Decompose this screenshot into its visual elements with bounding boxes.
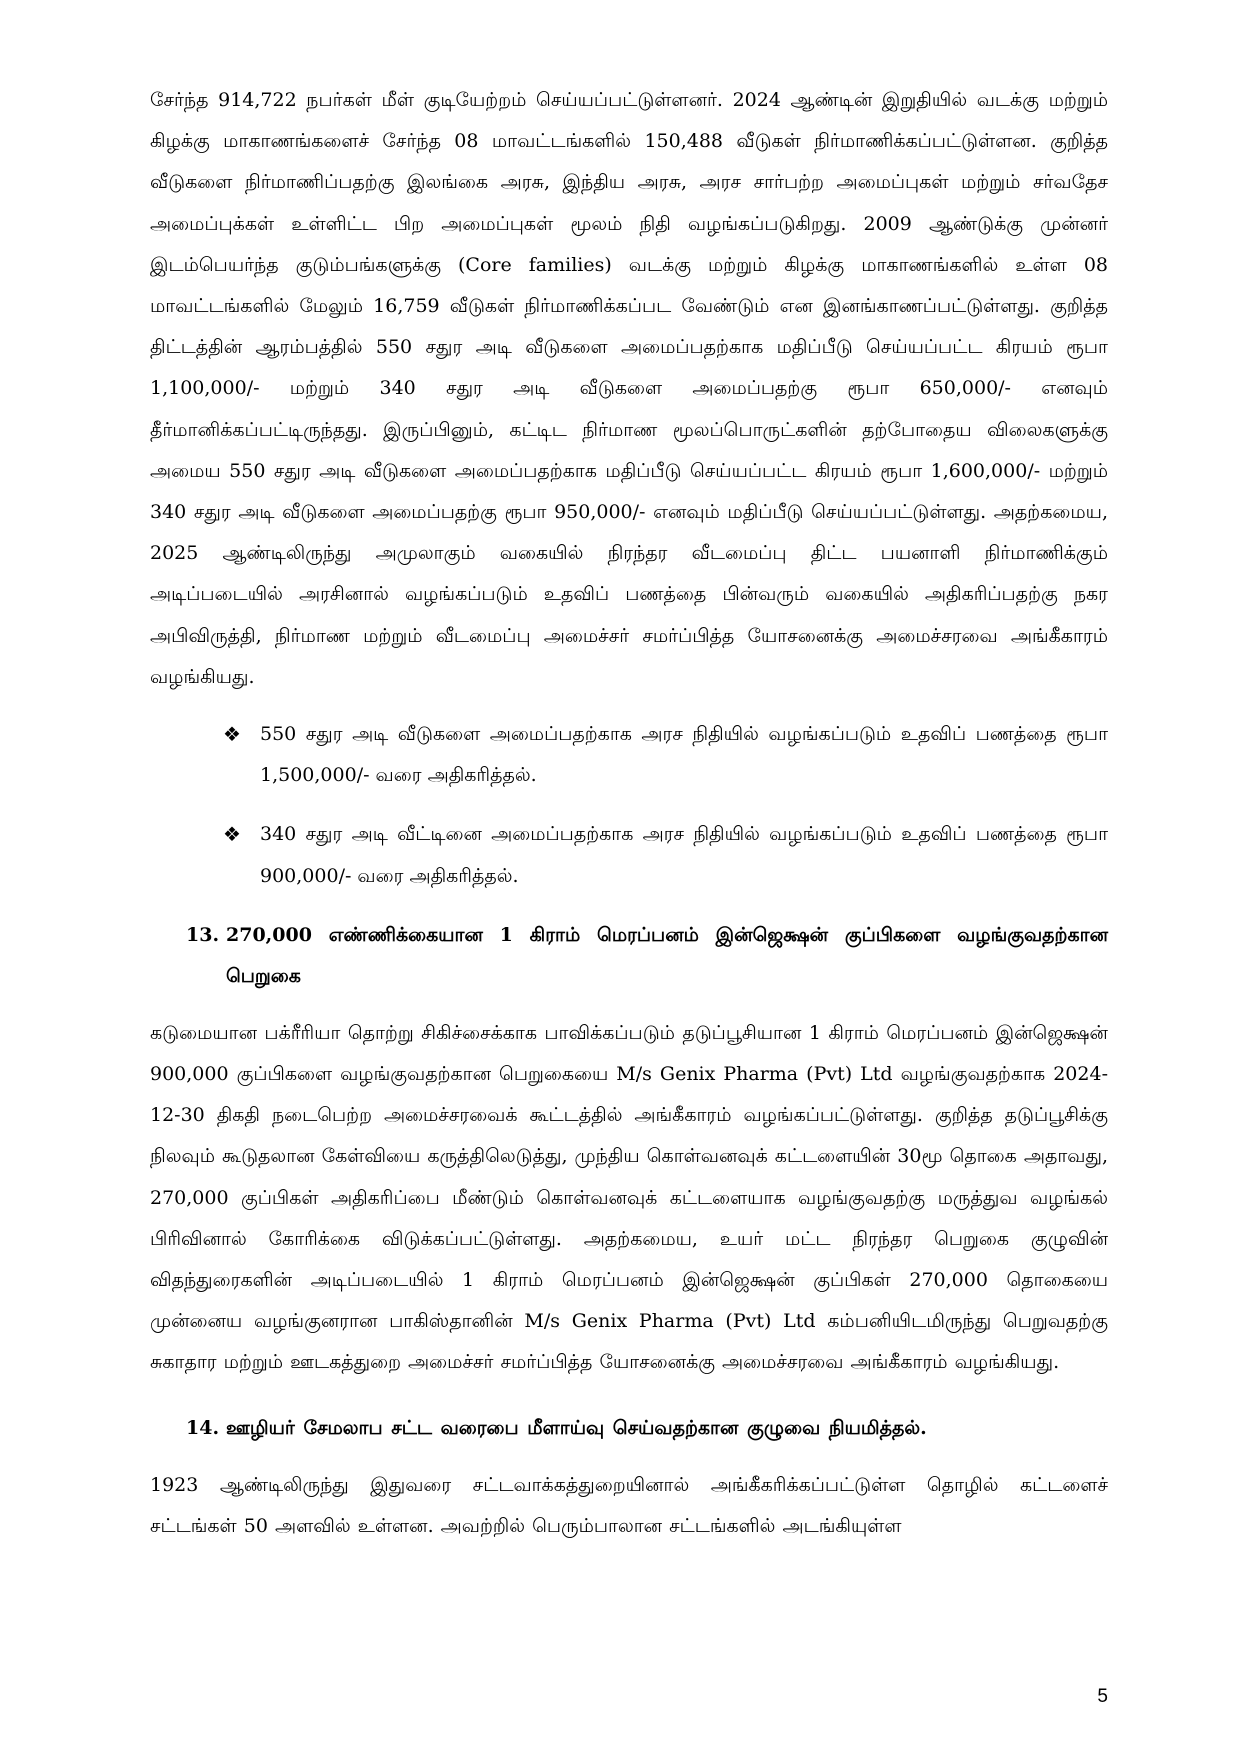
page-content	[150, 80, 1108, 1547]
section-title: 270,000 எண்ணிக்கையான 1 கிராம் மெரப்பனம் இன்ஜெக்ஷன் குப்பிகளை வழங்குவதற்கான பெறுகை	[226, 923, 1108, 987]
bullet-item-340-sqft	[150, 814, 1108, 896]
paragraph-labour-ordinances: 1923 ஆண்டிலிருந்து இதுவரை சட்டவாக்கத்துறையினால் அங்கீகரிக்கப்பட்டுள்ள தொழில் கட்டளைச் சட்டங்கள் 50 அளவில் உள்ளன. அவற்றில் பெரும்பாலான சட்டங்களில் அடங்கியுள்ள	[150, 1473, 1108, 1537]
section-heading-14	[150, 1408, 1108, 1449]
spacer	[150, 698, 1108, 714]
diamond-bullet-icon: ❖	[223, 722, 241, 747]
section-number: 13.	[186, 923, 220, 946]
spacer	[150, 997, 1108, 1013]
paragraph-resettlement-housing: சேர்ந்த 914,722 நபர்கள் மீள் குடியேற்றம் செய்யப்பட்டுள்ளனர். 2024 ஆண்டின் இறுதியில் வடக்கு மற்றும் கிழக்கு மாகாணங்களைச் சேர்ந்த 08 மாவட்டங்களில் 150,488 வீடுகள் நிர்மாணிக்கப்பட்டுள்ளன. குறித்த வீடுகளை நிர்மாணிப்பதற்கு இலங்கை அரசு, இந்திய அரசு, அரச சார்பற்ற அமைப்புகள் மற்றும் சர்வதேச அமைப்புக்கள் உள்ளிட்ட பிற அமைப்புகள் மூலம் நிதி வழங்கப்படுகிறது. 2009 ஆண்டுக்கு முன்னர் இடம்பெயர்ந்த குடும்பங்களுக்கு (Core families) வடக்கு மற்றும் கிழக்கு மாகாணங்களில் உள்ள 08 மாவட்டங்களில் மேலும் 16,759 வீடுகள் நிர்மாணிக்கப்பட வேண்டும் என இனங்காணப்பட்டுள்ளது. குறித்த திட்டத்தின் ஆரம்பத்தில் 550 சதுர அடி வீடுகளை அமைப்பதற்காக மதிப்பீடு செய்யப்பட்ட கிரயம் ரூபா 1,100,000/- மற்றும் 340 சதுர அடி வீடுகளை அமைப்பதற்கு ரூபா 650,000/- எனவும் தீர்மானிக்கப்பட்டிருந்தது. இருப்பினும், கட்டிட நிர்மாண மூலப்பொருட்களின் தற்போதைய விலைகளுக்கு அமைய 550 சதுர அடி வீடுகளை அமைப்பதற்காக மதிப்பீடு செய்யப்பட்ட கிரயம் ரூபா 1,600,000/- மற்றும் 340 சதுர அடி வீடுகளை அமைப்பதற்கு ரூபா 950,000/- எனவும் மதிப்பீடு செய்யப்பட்டுள்ளது. அதற்கமைய, 2025 ஆண்டிலிருந்து அமுலாகும் வகையில் நிரந்தர வீடமைப்பு திட்ட பயனாளி நிர்மாணிக்கும் அடிப்படையில் அரசினால் வழங்கப்படும் உதவிப் பணத்தை பின்வரும் வகையில் அதிகரிப்பதற்கு நகர அபிவிருத்தி, நிர்மாண மற்றும் வீடமைப்பு அமைச்சர் சமர்ப்பித்த யோசனைக்கு அமைச்சரவை அங்கீகாரம் வழங்கியது.	[150, 89, 1108, 688]
bullet-text: 550 சதுர அடி வீடுகளை அமைப்பதற்காக அரச நிதியில் வழங்கப்படும் உதவிப் பணத்தை ரூபா 1,500,000/- வரை அதிகரித்தல்.	[260, 723, 1108, 787]
section-heading-13	[150, 915, 1108, 997]
page-number: 5	[1097, 1686, 1108, 1707]
bullet-text: 340 சதுர அடி வீட்டினை அமைப்பதற்காக அரச நிதியில் வழங்கப்படும் உதவிப் பணத்தை ரூபா 900,000/- வரை அதிகரித்தல்.	[260, 823, 1108, 887]
section-title: ஊழியர் சேமலாப சட்ட வரைபை மீளாய்வு செய்வதற்கான குழுவை நியமித்தல்.	[226, 1416, 927, 1439]
paragraph-meropenem-procurement: கடுமையான பக்ரீரியா தொற்று சிகிச்சைக்காக பாவிக்கப்படும் தடுப்பூசியான 1 கிராம் மெரப்பனம் இன்ஜெக்ஷன் 900,000 குப்பிகளை வழங்குவதற்கான பெறுகையை M/s Genix Pharma (Pvt) Ltd வழங்குவதற்காக 2024-12-30 திகதி நடைபெற்ற அமைச்சரவைக் கூட்டத்தில் அங்கீகாரம் வழங்கப்பட்டுள்ளது. குறித்த தடுப்பூசிக்கு நிலவும் கூடுதலான கேள்வியை கருத்திலெடுத்து, முந்திய கொள்வனவுக் கட்டளையின் 30மூ தொகை அதாவது, 270,000 குப்பிகள் அதிகரிப்பை மீண்டும் கொள்வனவுக் கட்டளையாக வழங்குவதற்கு மருத்துவ வழங்கல் பிரிவினால் கோரிக்கை விடுக்கப்பட்டுள்ளது. அதற்கமைய, உயர் மட்ட நிரந்தர பெறுகை குழுவின் விதந்துரைகளின் அடிப்படையில் 1 கிராம் மெரப்பனம் இன்ஜெக்ஷன் குப்பிகள் 270,000 தொகையை முன்னைய வழங்குனரான பாகிஸ்தானின் M/s Genix Pharma (Pvt) Ltd கம்பனியிடமிருந்து பெறுவதற்கு சுகாதார மற்றும் ஊடகத்துறை அமைச்சர் சமர்ப்பித்த யோசனைக்கு அமைச்சரவை அங்கீகாரம் வழங்கியது.	[150, 1021, 1108, 1374]
section-number: 14.	[186, 1416, 220, 1439]
spacer	[150, 1449, 1108, 1465]
bullet-item-550-sqft	[150, 714, 1108, 796]
spacer	[150, 1384, 1108, 1408]
bullet-list	[150, 714, 1108, 897]
diamond-bullet-icon: ❖	[223, 822, 241, 847]
